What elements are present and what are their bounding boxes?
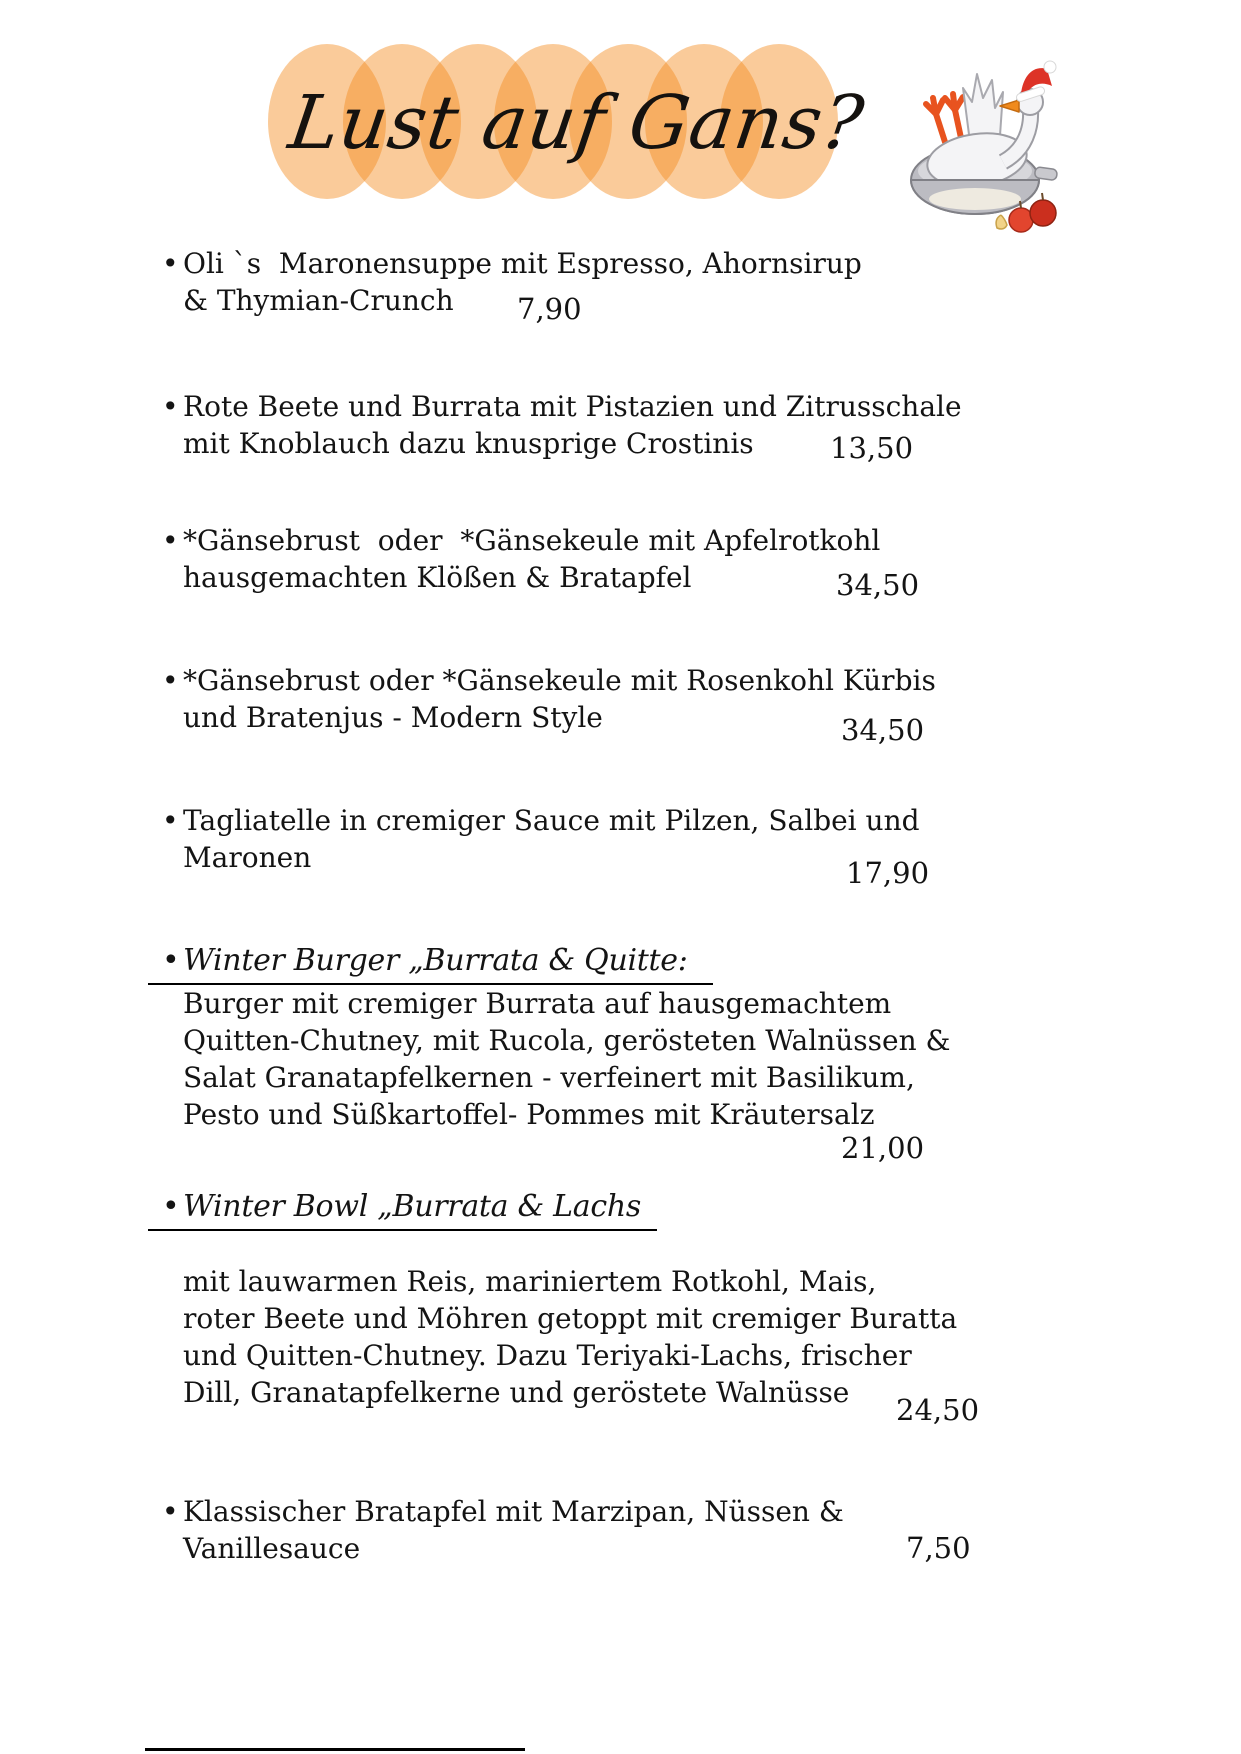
menu-item-line: Maronen bbox=[183, 841, 312, 874]
menu-item-price: 21,00 bbox=[841, 1131, 925, 1165]
menu-item bbox=[148, 522, 1088, 602]
menu-item-line bbox=[148, 245, 1088, 282]
bullet-icon: • bbox=[162, 804, 179, 837]
bullet-icon: • bbox=[162, 664, 179, 697]
menu-item-line bbox=[148, 522, 1088, 559]
menu-item-line: Vanillesauce bbox=[183, 1532, 361, 1565]
menu-item-line: Quitten-Chutney, mit Rucola, gerösteten Walnüssen & bbox=[183, 1024, 951, 1057]
page-title: Lust auf Gans? bbox=[283, 80, 870, 166]
menu-item-line: mit Knoblauch dazu knusprige Crostinis bbox=[183, 427, 754, 460]
menu-item-line: Salat Granatapfelkernen - verfeinert mit Basilikum, bbox=[183, 1061, 915, 1094]
bottom-rule bbox=[145, 1748, 525, 1751]
menu-item-price: 24,50 bbox=[896, 1393, 980, 1427]
section-heading bbox=[148, 1188, 657, 1231]
menu-item-text: *Gänsebrust oder *Gänsekeule mit Apfelrotkohl bbox=[183, 524, 881, 557]
goose-icon bbox=[893, 50, 1068, 235]
goose-in-pan-illustration bbox=[893, 50, 1068, 239]
menu-item-price: 17,90 bbox=[846, 856, 930, 890]
section-heading bbox=[148, 942, 713, 985]
menu-item-line: Burger mit cremiger Burrata auf hausgemachtem bbox=[183, 987, 892, 1020]
menu-item-line: und Bratenjus - Modern Style bbox=[183, 701, 603, 734]
menu-item-price: 7,50 bbox=[906, 1531, 971, 1565]
menu-item-line: & Thymian-Crunch bbox=[183, 284, 454, 317]
menu-item-line bbox=[148, 802, 1088, 839]
bullet-icon: • bbox=[162, 524, 179, 557]
bullet-icon: • bbox=[162, 247, 179, 280]
menu-item-line: Dill, Granatapfelkerne und geröstete Walnüsse bbox=[183, 1376, 850, 1409]
title-banner bbox=[268, 44, 870, 204]
menu-item-line: mit lauwarmen Reis, mariniertem Rotkohl, Mais, bbox=[183, 1265, 877, 1298]
menu-item bbox=[148, 662, 1088, 747]
menu-item bbox=[148, 245, 1088, 326]
menu-item-winter-burger bbox=[148, 942, 1088, 1165]
menu-item-text: Klassischer Bratapfel mit Marzipan, Nüssen & bbox=[183, 1495, 844, 1528]
menu-item-line: Pesto und Süßkartoffel- Pommes mit Kräutersalz bbox=[183, 1098, 875, 1131]
menu-item-text: *Gänsebrust oder *Gänsekeule mit Rosenkohl Kürbis bbox=[183, 664, 936, 697]
menu-item-price: 34,50 bbox=[836, 568, 920, 602]
menu-item-price: 7,90 bbox=[517, 292, 582, 326]
menu-item bbox=[148, 802, 1088, 890]
bullet-icon: • bbox=[162, 390, 179, 423]
menu-item bbox=[148, 388, 1088, 465]
menu-item-price: 13,50 bbox=[830, 431, 914, 465]
menu-item-line: und Quitten-Chutney. Dazu Teriyaki-Lachs, frischer bbox=[183, 1339, 912, 1372]
menu-item-line bbox=[148, 662, 1088, 699]
menu-item-text: Tagliatelle in cremiger Sauce mit Pilzen, Salbei und bbox=[183, 804, 920, 837]
menu-item-line bbox=[148, 1493, 1088, 1530]
bullet-icon: • bbox=[162, 1495, 179, 1528]
section-heading-text: Winter Bowl „Burrata & Lachs bbox=[183, 1189, 641, 1224]
menu-item-line: hausgemachten Klößen & Bratapfel bbox=[183, 561, 692, 594]
menu-item-winter-bowl bbox=[148, 1188, 1088, 1427]
bullet-icon: • bbox=[162, 943, 180, 978]
menu-item-text: Oli `s Maronensuppe mit Espresso, Ahornsirup bbox=[183, 247, 862, 280]
menu-item-line: roter Beete und Möhren getoppt mit cremiger Buratta bbox=[183, 1302, 958, 1335]
bullet-icon: • bbox=[162, 1189, 180, 1224]
menu-item-text: Rote Beete und Burrata mit Pistazien und Zitrusschale bbox=[183, 390, 962, 423]
menu-item-line bbox=[148, 388, 1088, 425]
menu-item-price: 34,50 bbox=[841, 713, 925, 747]
menu-item bbox=[148, 1493, 1088, 1567]
section-heading-text: Winter Burger „Burrata & Quitte: bbox=[183, 943, 697, 978]
